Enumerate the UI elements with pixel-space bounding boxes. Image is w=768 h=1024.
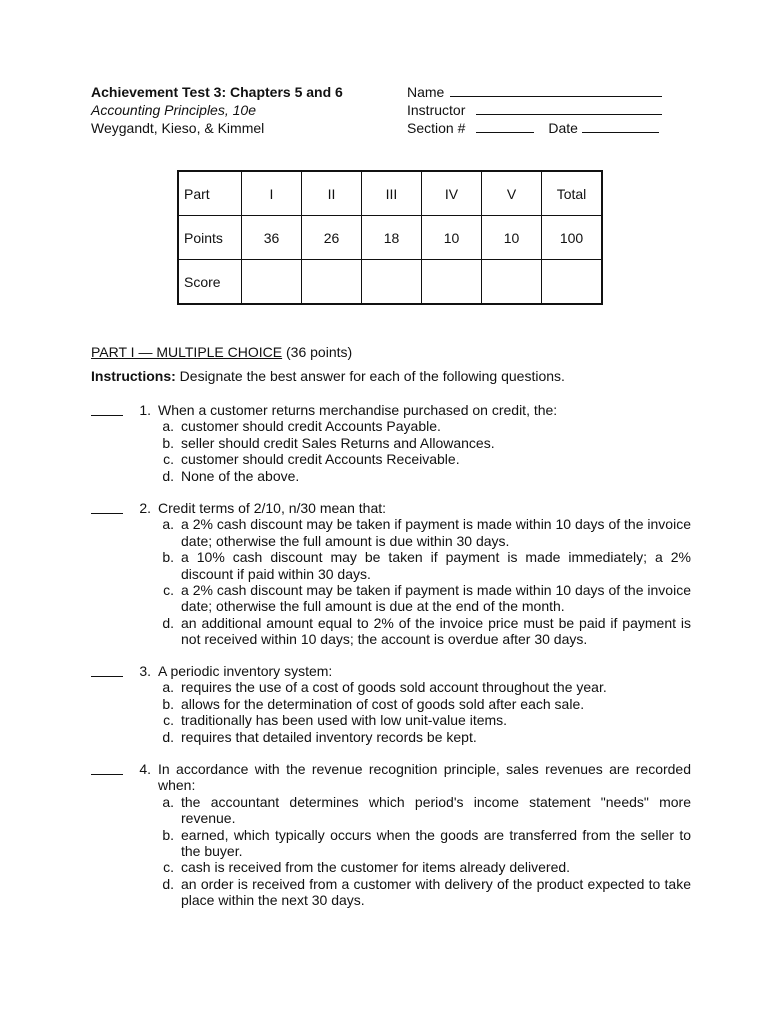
points-cell: 18 (362, 216, 422, 260)
part-cell: III (362, 171, 422, 216)
points-row (178, 216, 602, 260)
option-text: a 2% cash discount may be taken if payment is made within 10 days of the invoice date; otherwise the full amount is due at the end of the month. (181, 582, 691, 615)
student-info (407, 83, 677, 137)
points-cell: 10 (422, 216, 482, 260)
option-text: customer should credit Accounts Payable. (181, 418, 441, 435)
question-2 (91, 500, 691, 648)
option-letter: a. (162, 516, 174, 533)
part-total-cell: Total (542, 171, 603, 216)
part-cell: II (302, 171, 362, 216)
part-cell: IV (422, 171, 482, 216)
option-b (158, 549, 691, 582)
question-stem: In accordance with the revenue recognition principle, sales revenues are recorded when: (158, 761, 691, 794)
section-label: Section # (407, 120, 466, 136)
name-label: Name (407, 84, 445, 100)
points-total-cell: 100 (542, 216, 603, 260)
option-letter: a. (162, 679, 174, 696)
answer-blank[interactable] (91, 761, 123, 775)
option-text: earned, which typically occurs when the goods are transferred from the seller to the buyer. (181, 826, 691, 860)
question-3 (91, 663, 691, 745)
question-number: 4. (139, 761, 151, 777)
option-text: a 2% cash discount may be taken if payment is made within 10 days of the invoice date; otherwise the full amount is due within 30 days. (181, 516, 691, 549)
option-d (158, 876, 691, 909)
question-stem: When a customer returns merchandise purchased on credit, the: (158, 402, 558, 418)
answer-blank[interactable] (91, 402, 123, 416)
option-d (158, 729, 691, 745)
test-header (91, 83, 391, 137)
option-letter: c. (163, 712, 174, 729)
points-cell: 36 (242, 216, 302, 260)
question-number: 2. (139, 500, 151, 516)
option-b (158, 827, 691, 860)
section-blank[interactable] (476, 119, 534, 133)
instructor-label: Instructor (407, 102, 466, 118)
part-cell: I (242, 171, 302, 216)
score-total-cell[interactable] (542, 260, 603, 305)
option-text: traditionally has been used with low unit-value items. (181, 712, 508, 729)
score-cell[interactable] (302, 260, 362, 305)
score-row (178, 260, 602, 305)
option-text: cash is received from the customer for items already delivered. (181, 859, 571, 876)
score-header-cell: Score (178, 260, 242, 305)
option-d (158, 615, 691, 648)
score-table (177, 170, 603, 305)
option-letter: b. (162, 826, 174, 843)
option-a (158, 418, 691, 434)
score-cell[interactable] (242, 260, 302, 305)
option-letter: c. (163, 451, 174, 468)
book-title: Accounting Principles, 10e (91, 102, 256, 118)
option-a (158, 794, 691, 827)
option-text: allows for the determination of cost of goods sold after each sale. (181, 695, 585, 712)
question-1 (91, 402, 691, 484)
option-letter: b. (162, 434, 174, 451)
option-c (158, 451, 691, 467)
question-4 (91, 761, 691, 909)
option-letter: b. (162, 695, 174, 712)
option-text: requires that detailed inventory records be kept. (181, 728, 477, 745)
option-letter: c. (163, 859, 174, 876)
name-field-row (407, 83, 677, 101)
option-letter: a. (162, 793, 174, 810)
section-date-row (407, 119, 677, 137)
instructor-field-row (407, 101, 677, 119)
option-letter: d. (162, 875, 174, 892)
points-cell: 10 (482, 216, 542, 260)
part-cell: V (482, 171, 542, 216)
option-a (158, 679, 691, 695)
score-cell[interactable] (362, 260, 422, 305)
option-text: an additional amount equal to 2% of the invoice price must be paid if payment is not received within 10 days; the account is overdue after 30 days. (181, 614, 691, 648)
question-stem: Credit terms of 2/10, n/30 mean that: (158, 500, 387, 516)
part1-title: PART I — MULTIPLE CHOICE (91, 344, 283, 360)
option-text: an order is received from a customer with delivery of the product expected to take place within the next 30 days. (181, 875, 691, 909)
option-c (158, 859, 691, 875)
part-header-cell: Part (178, 171, 242, 216)
question-number: 1. (139, 402, 151, 418)
authors: Weygandt, Kieso, & Kimmel (91, 120, 265, 136)
answer-blank[interactable] (91, 500, 123, 514)
instructor-blank[interactable] (476, 101, 662, 115)
question-number: 3. (139, 663, 151, 679)
option-letter: b. (162, 549, 174, 566)
option-text: a 10% cash discount may be taken if payment is made immediately; a 2% discount if paid within 30 days. (181, 549, 691, 582)
score-cell[interactable] (482, 260, 542, 305)
option-a (158, 516, 691, 549)
answer-blank[interactable] (91, 663, 123, 677)
option-letter: a. (162, 418, 174, 435)
test-title: Achievement Test 3: Chapters 5 and 6 (91, 84, 343, 100)
points-cell: 26 (302, 216, 362, 260)
option-b (158, 435, 691, 451)
option-c (158, 712, 691, 728)
option-letter: d. (162, 467, 174, 484)
name-blank[interactable] (450, 83, 662, 97)
option-c (158, 582, 691, 615)
question-stem: A periodic inventory system: (158, 663, 333, 679)
instructions (91, 368, 565, 384)
part1-points: (36 points) (286, 344, 353, 360)
date-label: Date (548, 120, 578, 136)
option-d (158, 468, 691, 484)
date-blank[interactable] (582, 119, 659, 133)
part1-heading (91, 344, 352, 360)
instructions-label: Instructions: (91, 368, 176, 384)
option-text: the accountant determines which period's income statement "needs" more revenue. (181, 793, 691, 827)
option-text: customer should credit Accounts Receivable. (181, 451, 460, 468)
score-cell[interactable] (422, 260, 482, 305)
option-text: requires the use of a cost of goods sold account throughout the year. (181, 679, 607, 696)
option-b (158, 696, 691, 712)
option-text: seller should credit Sales Returns and Allowances. (181, 434, 495, 451)
option-letter: d. (162, 614, 174, 631)
option-letter: d. (162, 728, 174, 745)
parts-row (178, 171, 602, 216)
option-letter: c. (163, 582, 174, 599)
points-header-cell: Points (178, 216, 242, 260)
option-text: None of the above. (181, 467, 300, 484)
instructions-text: Designate the best answer for each of the following questions. (179, 368, 565, 384)
